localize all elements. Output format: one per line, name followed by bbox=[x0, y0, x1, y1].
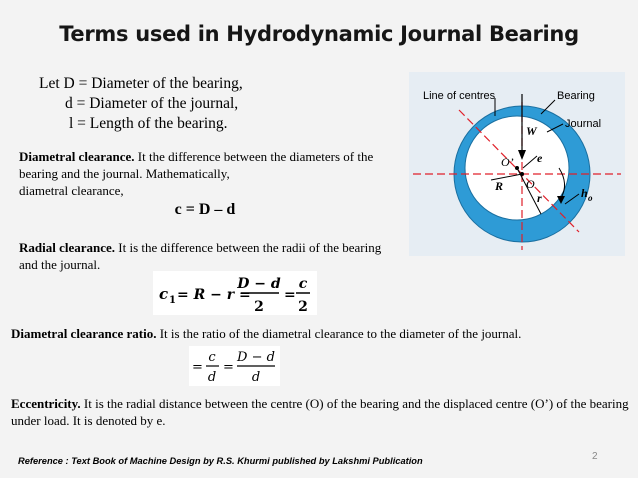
eccentricity-heading: Eccentricity. bbox=[11, 396, 81, 411]
formula-c1: c bbox=[159, 285, 169, 303]
radial-clearance-paragraph bbox=[19, 239, 389, 273]
label-line-of-centres: Line of centres bbox=[423, 90, 496, 102]
diametral-clearance-text: It the difference between the diameters of the bearing and the journal. Mathematically, bbox=[19, 149, 374, 181]
formula-eq2: = bbox=[284, 287, 296, 303]
reference-note: Reference : Text Book of Machine Design by R.S. Khurmi published by Lakshmi Publication bbox=[18, 456, 423, 466]
diametral-clearance-equation: c = D – d bbox=[174, 201, 236, 218]
definition-d: d = Diameter of the journal, bbox=[65, 95, 239, 112]
formula-frac1-num: D − d bbox=[237, 276, 281, 292]
label-h-sub: o bbox=[588, 193, 593, 203]
ratio-frac2-den: d bbox=[251, 370, 261, 385]
definition-D: Let D = Diameter of the bearing, bbox=[39, 75, 243, 92]
diametral-clearance-heading: Diametral clearance. bbox=[19, 149, 135, 164]
formula-R-minus-r: = R − r = bbox=[177, 287, 251, 303]
formula-frac2-den: 2 bbox=[298, 299, 308, 315]
diametral-clearance-paragraph bbox=[19, 148, 405, 199]
label-W: W bbox=[526, 124, 537, 138]
label-bearing: Bearing bbox=[557, 90, 595, 102]
ratio-eq0: = bbox=[192, 360, 203, 375]
definition-l: l = Length of the bearing. bbox=[69, 115, 228, 132]
radial-clearance-text: It is the difference between the radii of the bearing and the journal. bbox=[19, 240, 382, 272]
journal-bearing-diagram-svg bbox=[409, 72, 625, 256]
slide-title: Terms used in Hydrodynamic Journal Bearing bbox=[59, 22, 579, 46]
ratio-eq1: = bbox=[223, 360, 234, 375]
diametral-clearance-ratio-text: It is the ratio of the diametral clearance to the diameter of the journal. bbox=[156, 326, 522, 341]
diametral-ratio-formula bbox=[189, 346, 280, 386]
bearing-centre-dot bbox=[520, 172, 524, 176]
eccentricity-text: It is the radial distance between the centre (O) of the bearing and the displaced centre (O’) of the bearing under load. It is denoted by e. bbox=[11, 396, 629, 428]
ratio-frac1-num: c bbox=[208, 350, 216, 365]
formula-c1-sub: 1 bbox=[169, 295, 176, 306]
diametral-clearance-text2: diametral clearance, bbox=[19, 183, 124, 198]
diametral-clearance-ratio-paragraph bbox=[11, 325, 631, 342]
journal-centre-dot bbox=[515, 166, 519, 170]
label-journal: Journal bbox=[565, 118, 602, 130]
eccentricity-paragraph bbox=[11, 395, 629, 429]
ratio-frac2-num: D − d bbox=[237, 350, 275, 365]
radial-clearance-formula bbox=[153, 271, 317, 315]
radial-clearance-formula-svg bbox=[153, 271, 317, 315]
label-r: r bbox=[537, 191, 542, 205]
radial-clearance-heading: Radial clearance. bbox=[19, 240, 116, 255]
label-O-prime: O’ bbox=[501, 155, 514, 169]
diametral-clearance-ratio-heading: Diametral clearance ratio. bbox=[11, 326, 157, 341]
formula-frac1-den: 2 bbox=[254, 299, 264, 315]
ratio-frac1-den: d bbox=[207, 370, 217, 385]
journal-bearing-diagram bbox=[409, 72, 625, 256]
page-number: 2 bbox=[592, 451, 598, 462]
label-h: h bbox=[581, 186, 588, 200]
formula-frac2-num: c bbox=[298, 276, 308, 292]
variable-definitions bbox=[39, 74, 243, 134]
diametral-ratio-formula-svg bbox=[189, 346, 280, 386]
label-e: e bbox=[537, 151, 543, 165]
label-O: O bbox=[526, 177, 535, 191]
label-R: R bbox=[495, 179, 504, 193]
